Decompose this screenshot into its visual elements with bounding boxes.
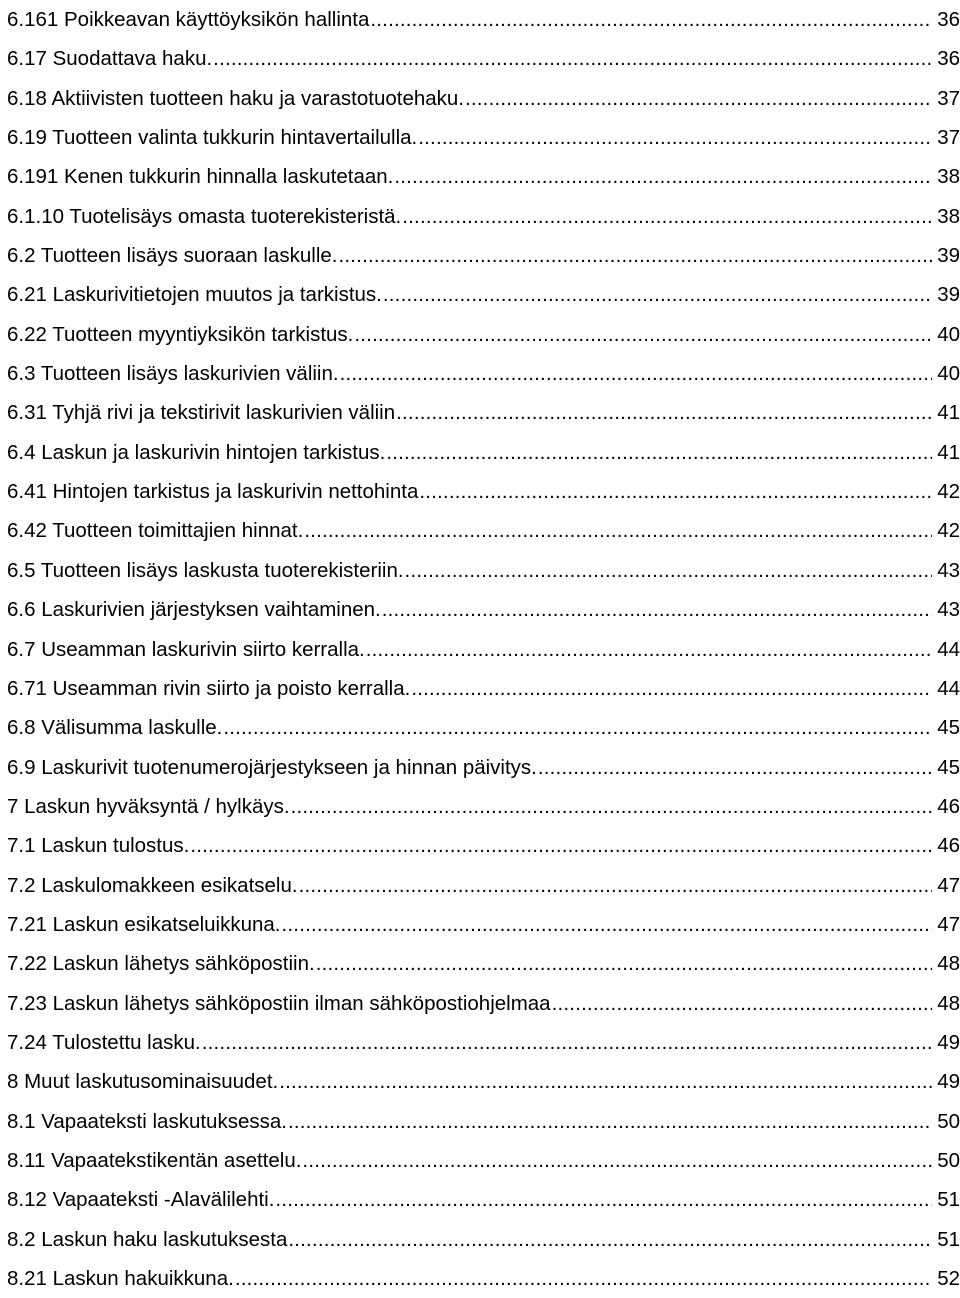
toc-page-number: 39 (937, 283, 960, 307)
toc-entry-title: 6.9 Laskurivit tuotenumerojärjestykseen ja hinnan päivitys. (7, 755, 537, 779)
toc-entry[interactable] (7, 157, 960, 196)
toc-entry[interactable] (7, 433, 960, 472)
toc-dot-leader (396, 393, 932, 432)
toc-dot-leader (394, 157, 932, 196)
toc-entry[interactable] (7, 708, 960, 747)
toc-entry-title: 6.4 Laskun ja laskurivin hintojen tarkistus. (7, 440, 386, 464)
toc-entry-title: 6.31 Tyhjä rivi ja tekstirivit laskurivien väliin (7, 401, 396, 425)
toc-dot-leader (340, 354, 932, 393)
toc-entry-title: 8.2 Laskun haku laskutuksesta (7, 1227, 288, 1251)
toc-entry[interactable] (7, 472, 960, 511)
toc-page-number: 37 (937, 126, 960, 150)
toc-entry[interactable] (7, 511, 960, 550)
toc-entry[interactable] (7, 118, 960, 157)
toc-page-number: 46 (937, 834, 960, 858)
toc-entry[interactable] (7, 1220, 960, 1259)
toc-entry[interactable] (7, 590, 960, 629)
toc-dot-leader (418, 118, 932, 157)
toc-entry-title: 6.71 Useamman rivin siirto ja poisto kerralla. (7, 676, 411, 700)
toc-entry-title: 7.1 Laskun tulostus. (7, 834, 190, 858)
toc-entry[interactable] (7, 866, 960, 905)
toc-entry[interactable] (7, 79, 960, 118)
toc-page-number: 43 (937, 558, 960, 582)
toc-page-number: 45 (937, 755, 960, 779)
toc-page-number: 40 (937, 362, 960, 386)
toc-dot-leader (279, 1062, 932, 1101)
toc-entry-title: 8.1 Vapaateksti laskutuksessa. (7, 1109, 287, 1133)
table-of-contents (7, 0, 960, 1298)
toc-dot-leader (538, 748, 932, 787)
toc-entry[interactable] (7, 1023, 960, 1062)
toc-dot-leader (316, 944, 932, 983)
toc-entry[interactable] (7, 826, 960, 865)
toc-entry[interactable] (7, 669, 960, 708)
toc-entry-title: 6.5 Tuotteen lisäys laskusta tuoterekisteriin. (7, 558, 404, 582)
toc-entry[interactable] (7, 354, 960, 393)
toc-page-number: 51 (937, 1227, 960, 1251)
toc-dot-leader (338, 236, 932, 275)
toc-page-number: 38 (937, 204, 960, 228)
toc-page-number: 47 (937, 912, 960, 936)
toc-entry-title: 6.7 Useamman laskurivin siirto kerralla. (7, 637, 365, 661)
toc-dot-leader (419, 472, 932, 511)
toc-dot-leader (304, 511, 932, 550)
toc-entry-title: 6.21 Laskurivitietojen muutos ja tarkistus. (7, 283, 382, 307)
toc-entry-title: 6.22 Tuotteen myyntiyksikön tarkistus. (7, 322, 354, 346)
toc-dot-leader (288, 1102, 932, 1141)
toc-dot-leader (202, 1023, 932, 1062)
toc-entry-title: 6.41 Hintojen tarkistus ja laskurivin nettohinta (7, 480, 419, 504)
toc-entry[interactable] (7, 1259, 960, 1298)
toc-page-number: 41 (937, 440, 960, 464)
toc-page-number: 49 (937, 1030, 960, 1054)
toc-entry[interactable] (7, 984, 960, 1023)
toc-page-number: 42 (937, 480, 960, 504)
toc-entry-title: 6.18 Aktiivisten tuotteen haku ja varastotuotehaku. (7, 86, 464, 110)
toc-dot-leader (288, 1220, 932, 1259)
toc-dot-leader (386, 433, 932, 472)
toc-entry[interactable] (7, 551, 960, 590)
toc-page-number: 47 (937, 873, 960, 897)
toc-dot-leader (299, 866, 932, 905)
toc-dot-leader (291, 787, 932, 826)
toc-entry[interactable] (7, 393, 960, 432)
toc-dot-leader (235, 1259, 932, 1298)
toc-entry-title: 6.2 Tuotteen lisäys suoraan laskulle. (7, 244, 338, 268)
toc-dot-leader (383, 275, 932, 314)
toc-entry[interactable] (7, 944, 960, 983)
toc-page-number: 45 (937, 716, 960, 740)
toc-dot-leader (190, 826, 932, 865)
toc-entry-title: 6.161 Poikkeavan käyttöyksikön hallinta (7, 8, 370, 31)
toc-entry[interactable] (7, 1062, 960, 1101)
toc-page-number: 50 (937, 1148, 960, 1172)
toc-entry[interactable] (7, 905, 960, 944)
toc-page-number: 52 (937, 1267, 960, 1290)
toc-entry-title: 8.21 Laskun hakuikkuna. (7, 1267, 234, 1290)
toc-entry-title: 8 Muut laskutusominaisuudet. (7, 1070, 279, 1094)
toc-dot-leader (465, 79, 932, 118)
toc-page-number: 43 (937, 598, 960, 622)
toc-page-number: 49 (937, 1070, 960, 1094)
toc-entry-title: 7 Laskun hyväksyntä / hylkäys. (7, 794, 290, 818)
toc-dot-leader (282, 905, 932, 944)
toc-dot-leader (402, 197, 932, 236)
toc-page-number: 42 (937, 519, 960, 543)
toc-entry[interactable] (7, 748, 960, 787)
toc-entry-title: 6.19 Tuotteen valinta tukkurin hintavertailulla. (7, 126, 418, 150)
toc-entry-title: 8.12 Vapaateksti -Alavälilehti. (7, 1188, 275, 1212)
toc-page-number: 37 (937, 86, 960, 110)
toc-entry-title: 7.21 Laskun esikatseluikkuna. (7, 912, 281, 936)
toc-dot-leader (411, 669, 932, 708)
toc-page-number: 51 (937, 1188, 960, 1212)
toc-entry[interactable] (7, 236, 960, 275)
toc-entry[interactable] (7, 275, 960, 314)
toc-dot-leader (213, 39, 932, 78)
toc-entry-title: 8.11 Vapaatekstikentän asettelu. (7, 1148, 302, 1172)
toc-dot-leader (223, 708, 932, 747)
toc-page-number: 48 (937, 952, 960, 976)
toc-entry-title: 7.23 Laskun lähetys sähköpostiin ilman sähköpostiohjelmaa (7, 991, 551, 1015)
toc-entry[interactable] (7, 1141, 960, 1180)
toc-entry-title: 7.2 Laskulomakkeen esikatselu. (7, 873, 298, 897)
toc-entry[interactable] (7, 630, 960, 669)
toc-dot-leader (302, 1141, 932, 1180)
toc-entry[interactable] (7, 1180, 960, 1219)
toc-page-number: 44 (937, 637, 960, 661)
toc-page-number: 44 (937, 676, 960, 700)
toc-page-number: 46 (937, 794, 960, 818)
toc-entry-title: 6.3 Tuotteen lisäys laskurivien väliin. (7, 362, 339, 386)
toc-entry-title: 6.6 Laskurivien järjestyksen vaihtaminen. (7, 598, 381, 622)
toc-entry[interactable] (7, 1102, 960, 1141)
toc-entry-title: 7.22 Laskun lähetys sähköpostiin. (7, 952, 315, 976)
toc-page-number: 36 (937, 47, 960, 71)
toc-dot-leader (354, 315, 932, 354)
toc-entry[interactable] (7, 787, 960, 826)
toc-page-number: 48 (937, 991, 960, 1015)
toc-entry[interactable] (7, 0, 960, 39)
toc-entry-title: 6.17 Suodattava haku. (7, 47, 213, 71)
toc-page-number: 40 (937, 322, 960, 346)
toc-dot-leader (366, 630, 932, 669)
toc-entry[interactable] (7, 39, 960, 78)
toc-entry-title: 7.24 Tulostettu lasku. (7, 1030, 201, 1054)
toc-page-number: 39 (937, 244, 960, 268)
toc-dot-leader (405, 551, 932, 590)
toc-page-number: 41 (937, 401, 960, 425)
toc-dot-leader (370, 0, 932, 39)
toc-entry[interactable] (7, 315, 960, 354)
toc-dot-leader (552, 984, 932, 1023)
toc-entry[interactable] (7, 197, 960, 236)
toc-page-number: 36 (937, 8, 960, 31)
toc-entry-title: 6.8 Välisumma laskulle. (7, 716, 223, 740)
toc-entry-title: 6.191 Kenen tukkurin hinnalla laskutetaan. (7, 165, 394, 189)
toc-dot-leader (382, 590, 932, 629)
toc-entry-title: 6.42 Tuotteen toimittajien hinnat. (7, 519, 304, 543)
toc-entry-title: 6.1.10 Tuotelisäys omasta tuoterekisteristä. (7, 204, 402, 228)
toc-page-number: 38 (937, 165, 960, 189)
toc-dot-leader (275, 1180, 932, 1219)
toc-page-number: 50 (937, 1109, 960, 1133)
